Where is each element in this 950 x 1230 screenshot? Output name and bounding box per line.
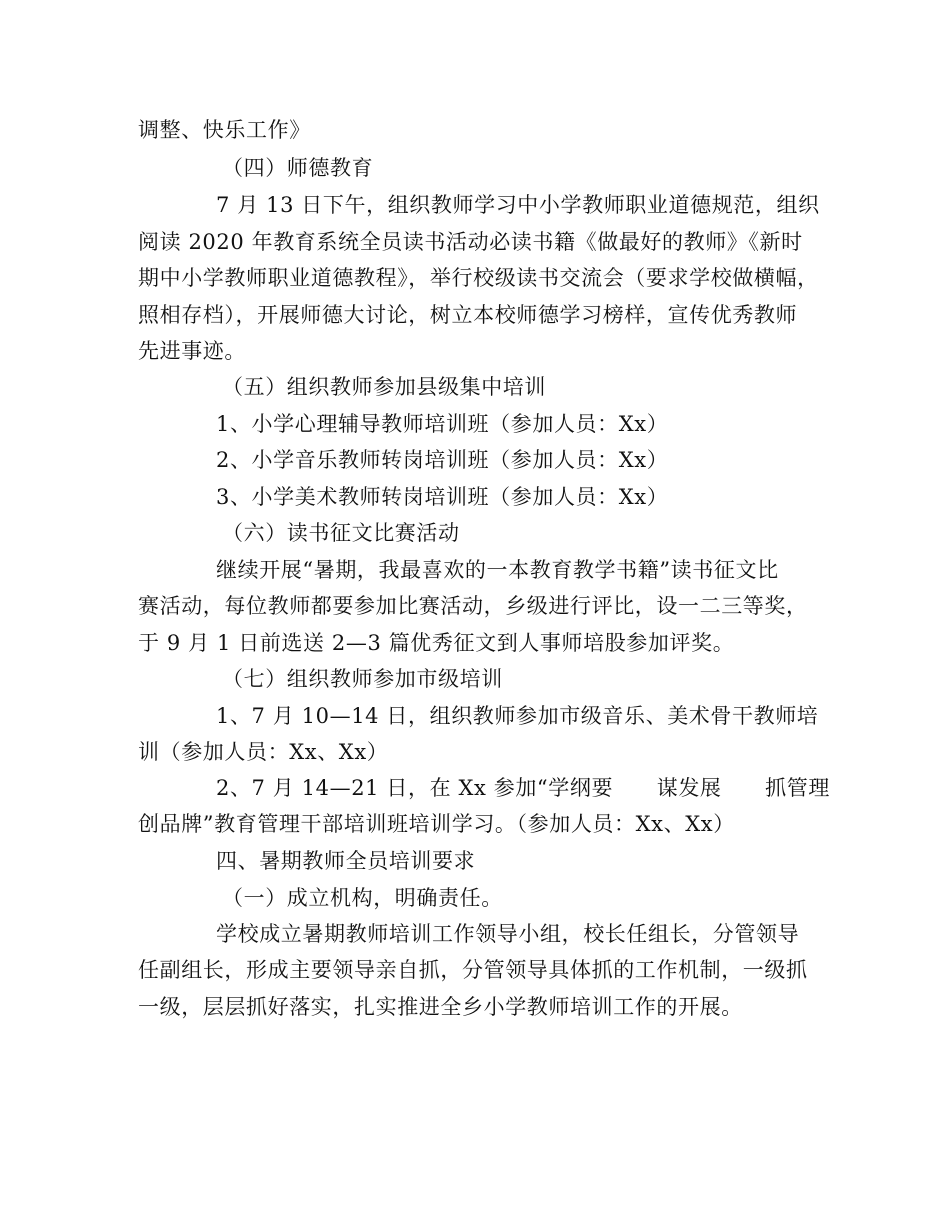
list-item: 2、小学音乐教师转岗培训班（参加人员：Xx） [216, 448, 669, 472]
text-line: 调整、快乐工作》 [138, 118, 311, 142]
text-line: 赛活动，每位教师都要参加比赛活动，乡级进行评比，设一二三等奖， [138, 594, 808, 618]
text-line: 训（参加人员：Xx、Xx） [138, 740, 389, 764]
section-heading: （四）师德教育 [222, 156, 374, 180]
text-line: 期中小学教师职业道德教程》，举行校级读书交流会（要求学校做横幅， [138, 266, 819, 290]
section-heading: 四、暑期教师全员培训要求 [216, 849, 476, 873]
text-line: 学校成立暑期教师培训工作领导小组，校长任组长，分管领导 [216, 922, 800, 946]
text-line: 创品牌”教育管理干部培训班培训学习。（参加人员：Xx、Xx） [138, 812, 735, 836]
section-heading: （五）组织教师参加县级集中培训 [222, 375, 546, 399]
text-line: 一级，层层抓好落实，扎实推进全乡小学教师培训工作的开展。 [138, 995, 743, 1019]
section-heading: （一）成立机构，明确责任。 [222, 886, 503, 910]
text-line: 先进事迹。 [138, 339, 246, 363]
section-heading: （六）读书征文比赛活动 [222, 521, 460, 545]
text-line: 继续开展“暑期，我最喜欢的一本教育教学书籍”读书征文比 [216, 558, 779, 582]
text-line: 于 9 月 1 日前选送 2—3 篇优秀征文到人事师培股参加评奖。 [138, 631, 735, 655]
list-item: 3、小学美术教师转岗培训班（参加人员：Xx） [216, 485, 669, 509]
text-line: 7 月 13 日下午，组织教师学习中小学教师职业道德规范，组织 [216, 193, 820, 217]
list-item: 1、7 月 10—14 日，组织教师参加市级音乐、美术骨干教师培 [216, 704, 819, 728]
list-item: 1、小学心理辅导教师培训班（参加人员：Xx） [216, 412, 669, 436]
text-line: 照相存档），开展师德大讨论，树立本校师德学习榜样，宣传优秀教师 [138, 303, 798, 327]
list-item: 2、7 月 14—21 日，在 Xx 参加“学纲要 谋发展 抓管理 [216, 776, 830, 800]
text-line: 阅读 2020 年教育系统全员读书活动必读书籍《做最好的教师》《新时 [138, 230, 803, 254]
text-line: 任副组长，形成主要领导亲自抓，分管领导具体抓的工作机制，一级抓 [138, 958, 808, 982]
section-heading: （七）组织教师参加市级培训 [222, 667, 503, 691]
